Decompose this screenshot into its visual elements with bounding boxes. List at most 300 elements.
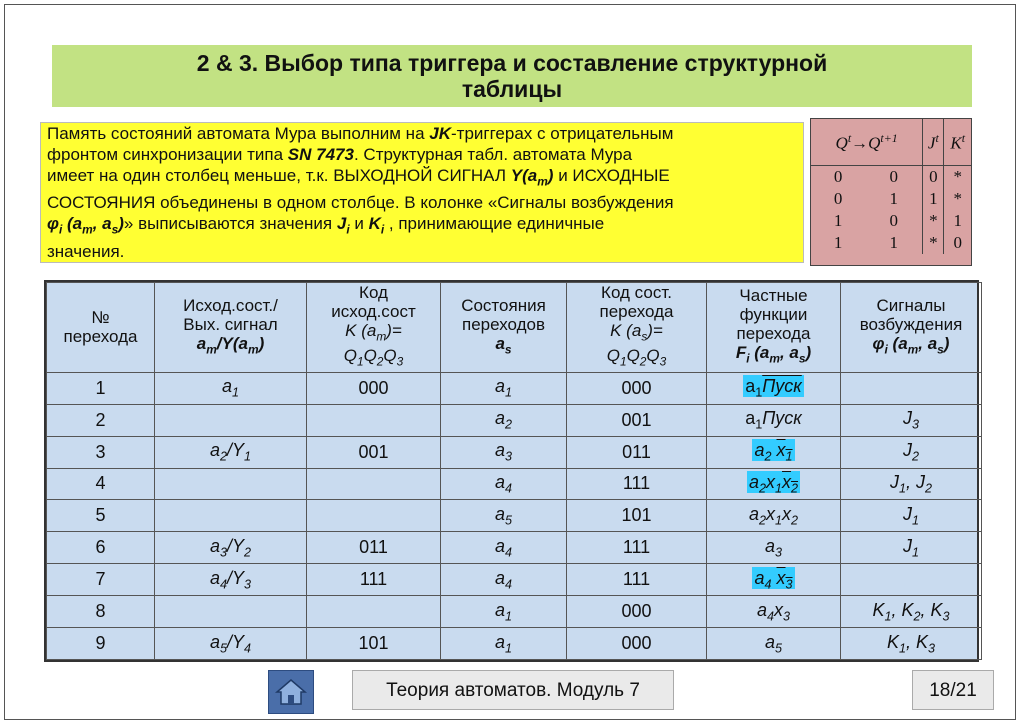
cell-sub: 2 bbox=[913, 609, 921, 624]
cell-function bbox=[707, 436, 841, 468]
header-sub: m bbox=[769, 351, 780, 366]
cell-text: , J bbox=[905, 472, 925, 493]
title-line-1: 2 & 3. Выбор типа триггера и составление структурной bbox=[196, 50, 828, 76]
note-text: ) bbox=[547, 166, 554, 185]
cell-number: 1 bbox=[47, 372, 155, 404]
header-text: Код bbox=[359, 283, 388, 302]
note-text: -триггерах с отрицательным bbox=[451, 124, 674, 143]
note-phi bbox=[47, 214, 124, 237]
cell-target-code: 000 bbox=[567, 596, 707, 628]
cell-text: x bbox=[766, 472, 775, 493]
header-text: перехода bbox=[736, 324, 811, 344]
cell-signal bbox=[841, 436, 982, 468]
cell-source bbox=[155, 532, 307, 564]
header-sub: s bbox=[798, 351, 806, 366]
cell-text: a bbox=[209, 535, 220, 556]
header-text: Сигналы bbox=[876, 295, 946, 315]
header-text: Q bbox=[383, 346, 397, 366]
header-text: K (a bbox=[345, 321, 377, 340]
cell-sub: 4 bbox=[244, 641, 252, 656]
header-sub: s bbox=[641, 329, 648, 344]
col-header-signals bbox=[841, 283, 982, 373]
cell-text: a bbox=[494, 472, 505, 493]
cell-sub: 4 bbox=[219, 577, 227, 592]
header-text: Q bbox=[343, 346, 357, 366]
cell-target-code: 111 bbox=[567, 532, 707, 564]
header-text: Код сост. bbox=[601, 283, 672, 302]
jk-cell: 0 bbox=[889, 211, 899, 230]
cell-text: a bbox=[764, 535, 775, 556]
cell-text: a bbox=[494, 376, 505, 397]
cell-text: x bbox=[774, 599, 783, 620]
cell-text: x bbox=[782, 472, 792, 493]
cell-source bbox=[155, 596, 307, 628]
cell-sub: 3 bbox=[244, 577, 252, 592]
overline-term bbox=[776, 567, 793, 592]
header-formula bbox=[709, 343, 838, 368]
cell-sub: 2 bbox=[505, 417, 513, 432]
cell-number: 9 bbox=[47, 628, 155, 660]
cell-source-code: 111 bbox=[307, 564, 441, 596]
table-row bbox=[47, 404, 982, 436]
cell-sub: 3 bbox=[783, 609, 791, 624]
jk-transition-table bbox=[810, 118, 972, 266]
cell-text: a bbox=[209, 567, 220, 588]
header-sub: s bbox=[504, 342, 512, 357]
cell-sub: 1 bbox=[505, 641, 513, 656]
header-text: Q bbox=[626, 346, 640, 366]
note-text: Память состояний автомата Мура выполним на bbox=[47, 124, 430, 143]
highlight bbox=[747, 471, 800, 496]
note-ki bbox=[368, 214, 385, 237]
jk-cell: * bbox=[923, 210, 944, 232]
note-text: и ИСХОДНЫЕ bbox=[553, 166, 670, 185]
cell-text: a bbox=[754, 567, 765, 588]
col-header-number bbox=[47, 283, 155, 373]
header-text: , a bbox=[918, 333, 938, 353]
arrow-right-icon: → bbox=[851, 133, 869, 153]
header-sub: m bbox=[376, 329, 387, 344]
cell-sub: 3 bbox=[219, 545, 227, 560]
jk-row bbox=[811, 210, 971, 232]
cell-target-code: 000 bbox=[567, 628, 707, 660]
cell-signal bbox=[841, 596, 982, 628]
note-sub: s bbox=[111, 222, 119, 237]
note-text: фронтом синхронизации типа bbox=[47, 145, 288, 164]
page-number: 18/21 bbox=[912, 670, 994, 710]
cell-text: J bbox=[889, 472, 899, 493]
cell-function bbox=[707, 564, 841, 596]
title-line-2: таблицы bbox=[461, 76, 563, 102]
cell-sub: 3 bbox=[775, 545, 783, 560]
cell-source bbox=[155, 404, 307, 436]
header-text: K (a bbox=[610, 321, 642, 340]
cell-sub: 2 bbox=[791, 481, 799, 496]
jk-cell: * bbox=[923, 232, 944, 254]
header-text: перехода bbox=[63, 327, 138, 347]
col-header-target-code bbox=[567, 283, 707, 373]
jk-cell: 0 bbox=[944, 232, 971, 254]
cell-number: 7 bbox=[47, 564, 155, 596]
cell-text: K bbox=[872, 599, 885, 620]
note-text: ) bbox=[118, 214, 124, 234]
cell-source bbox=[155, 500, 307, 532]
cell-text: J bbox=[902, 440, 912, 461]
header-sub: m bbox=[247, 342, 259, 357]
cell-source bbox=[155, 628, 307, 660]
note-output-signal bbox=[510, 166, 554, 189]
note-text: и bbox=[349, 214, 369, 234]
jk-cell: 1 bbox=[889, 189, 899, 208]
cell-text: a bbox=[764, 631, 775, 652]
cell-text: a bbox=[209, 440, 220, 461]
cell-target bbox=[441, 596, 567, 628]
cell-source-code: 011 bbox=[307, 532, 441, 564]
cell-sub: 1 bbox=[785, 449, 793, 464]
header-sub: 3 bbox=[396, 354, 404, 369]
table-row bbox=[47, 628, 982, 660]
header-text: ) bbox=[805, 343, 812, 363]
header-sub: 3 bbox=[659, 354, 667, 369]
cell-function bbox=[707, 372, 841, 404]
cell-source bbox=[155, 468, 307, 500]
cell-signal bbox=[841, 564, 982, 596]
jk-cell: 0 bbox=[833, 167, 843, 186]
header-text: возбуждения bbox=[859, 314, 963, 334]
jk-header-j bbox=[923, 119, 944, 166]
cell-text: J bbox=[902, 535, 912, 556]
home-icon bbox=[274, 677, 308, 707]
note-text: Y(a bbox=[510, 166, 538, 185]
cell-sub: 5 bbox=[775, 641, 783, 656]
cell-function bbox=[707, 500, 841, 532]
header-text: Q bbox=[363, 346, 377, 366]
jk-cell: * bbox=[944, 188, 971, 210]
header-text: Состояния bbox=[461, 295, 546, 315]
cell-source-code: 000 bbox=[307, 372, 441, 404]
cell-signal bbox=[841, 404, 982, 436]
note-jk-term: JK bbox=[429, 124, 451, 143]
cell-sub: 4 bbox=[766, 609, 774, 624]
cell-number: 5 bbox=[47, 500, 155, 532]
jk-row bbox=[811, 188, 971, 210]
cell-text: a bbox=[748, 504, 759, 525]
note-text: φ bbox=[47, 214, 59, 234]
note-sub: m bbox=[537, 174, 548, 189]
table-row bbox=[47, 468, 982, 500]
note-text: . Структурная табл. автомата Мура bbox=[353, 145, 633, 164]
cell-sub: 1 bbox=[775, 513, 783, 528]
cell-sub: 3 bbox=[911, 417, 919, 432]
cell-sub: 2 bbox=[791, 513, 799, 528]
cell-sub: 3 bbox=[942, 609, 950, 624]
header-sub: i bbox=[884, 342, 888, 357]
cell-target-code: 011 bbox=[567, 436, 707, 468]
cell-target-code: 000 bbox=[567, 372, 707, 404]
cell-text: K bbox=[886, 631, 899, 652]
cell-text: a bbox=[494, 504, 505, 525]
header-formula bbox=[309, 321, 438, 346]
cell-sub: 1 bbox=[232, 386, 240, 401]
note-text: » выписываются значения bbox=[123, 214, 337, 234]
cell-target bbox=[441, 468, 567, 500]
jk-sup: t bbox=[961, 130, 966, 145]
header-sub: i bbox=[746, 351, 750, 366]
cell-source bbox=[155, 436, 307, 468]
header-text: Q bbox=[606, 346, 620, 366]
cell-source bbox=[155, 564, 307, 596]
header-text: исход.сост bbox=[331, 302, 416, 321]
cell-function bbox=[707, 532, 841, 564]
table-row bbox=[47, 372, 982, 404]
cell-number: 4 bbox=[47, 468, 155, 500]
cell-sub: 2 bbox=[219, 449, 227, 464]
cell-text: x bbox=[782, 504, 792, 525]
jk-cell: 1 bbox=[833, 211, 843, 230]
note-line-6: значения. bbox=[47, 241, 125, 261]
cell-sub: 1 bbox=[898, 641, 906, 656]
cell-function bbox=[707, 628, 841, 660]
jk-cell: 0 bbox=[833, 189, 843, 208]
cell-text: a bbox=[221, 376, 232, 397]
cell-sub: 1 bbox=[244, 449, 252, 464]
jk-q: Q bbox=[868, 133, 881, 153]
header-text: перехода bbox=[599, 302, 674, 321]
header-sub: s bbox=[937, 342, 944, 357]
table-row bbox=[47, 500, 982, 532]
cell-target bbox=[441, 404, 567, 436]
header-sub: 2 bbox=[376, 354, 384, 369]
header-text: φ bbox=[872, 333, 885, 353]
header-text: (a bbox=[749, 343, 770, 363]
slide-title bbox=[52, 45, 972, 107]
cell-target bbox=[441, 500, 567, 532]
header-text: Частные bbox=[739, 286, 808, 306]
cell-target bbox=[441, 532, 567, 564]
cell-number: 2 bbox=[47, 404, 155, 436]
cell-target-code: 001 bbox=[567, 404, 707, 436]
cell-target-code: 111 bbox=[567, 564, 707, 596]
highlight bbox=[743, 375, 804, 401]
cell-text: Пуск bbox=[762, 376, 802, 397]
overline-term bbox=[782, 472, 799, 496]
cell-text: a bbox=[494, 440, 505, 461]
cell-function bbox=[707, 468, 841, 500]
cell-sub: 4 bbox=[505, 545, 513, 560]
cell-signal bbox=[841, 532, 982, 564]
header-text: Исход.сост./ bbox=[183, 295, 278, 315]
note-chip-name: SN 7473 bbox=[287, 145, 354, 164]
cell-text: a bbox=[209, 631, 220, 652]
structure-table bbox=[44, 280, 979, 662]
cell-function bbox=[707, 596, 841, 628]
cell-text: , K bbox=[920, 599, 943, 620]
cell-sub: 1 bbox=[911, 513, 919, 528]
cell-sub: 2 bbox=[911, 449, 919, 464]
note-text: J bbox=[336, 214, 347, 234]
overline-term bbox=[776, 440, 793, 464]
cell-text: Пуск bbox=[762, 408, 802, 429]
note-line-5 bbox=[47, 213, 797, 240]
cell-sub: 3 bbox=[928, 641, 936, 656]
header-text: )= bbox=[386, 321, 402, 340]
header-formula bbox=[309, 346, 438, 371]
cell-sub: 4 bbox=[505, 577, 513, 592]
cell-source-code bbox=[307, 596, 441, 628]
jk-cell: 1 bbox=[833, 233, 843, 252]
cell-source bbox=[155, 372, 307, 404]
cell-source-code bbox=[307, 404, 441, 436]
cell-source-code: 101 bbox=[307, 628, 441, 660]
cell-target bbox=[441, 372, 567, 404]
jk-row bbox=[811, 166, 971, 189]
header-text: ) bbox=[258, 333, 265, 353]
cell-target-code: 111 bbox=[567, 468, 707, 500]
note-line-3 bbox=[47, 165, 797, 192]
cell-function bbox=[707, 404, 841, 436]
header-sub: 1 bbox=[356, 354, 364, 369]
cell-sub: 1 bbox=[755, 417, 763, 432]
cell-text: a bbox=[494, 408, 505, 429]
header-sub: 2 bbox=[639, 354, 647, 369]
header-text: /Y(a bbox=[216, 333, 248, 353]
header-formula bbox=[157, 334, 304, 359]
table-header-row bbox=[47, 283, 982, 373]
cell-text: x bbox=[776, 440, 786, 461]
cell-sub: 1 bbox=[911, 545, 919, 560]
jk-cell: 1 bbox=[923, 188, 944, 210]
table-row bbox=[47, 564, 982, 596]
cell-sub: 2 bbox=[758, 481, 766, 496]
jk-sup: t+1 bbox=[880, 130, 898, 145]
header-text: переходов bbox=[462, 314, 545, 334]
highlight bbox=[752, 567, 794, 592]
cell-text: a bbox=[494, 535, 505, 556]
header-formula bbox=[569, 346, 704, 371]
col-header-functions bbox=[707, 283, 841, 373]
note-sub: m bbox=[82, 222, 93, 237]
cell-number: 6 bbox=[47, 532, 155, 564]
cell-sub: 2 bbox=[764, 449, 772, 464]
cell-sub: 1 bbox=[884, 609, 892, 624]
cell-text: , K bbox=[891, 599, 914, 620]
cell-sub: 4 bbox=[505, 481, 513, 496]
header-text: Вых. сигнал bbox=[183, 314, 278, 334]
cell-text: a bbox=[748, 472, 759, 493]
cell-text: a bbox=[494, 567, 505, 588]
header-text: a bbox=[196, 333, 207, 353]
cell-text: J bbox=[902, 504, 912, 525]
cell-text: a bbox=[494, 599, 505, 620]
header-text: Q bbox=[646, 346, 660, 366]
header-text: функции bbox=[739, 305, 808, 325]
jk-cell: 0 bbox=[923, 166, 944, 189]
cell-text: a bbox=[756, 599, 767, 620]
cell-sub: 2 bbox=[758, 513, 766, 528]
cell-source-code: 001 bbox=[307, 436, 441, 468]
jk-q: Q bbox=[835, 133, 848, 153]
header-text: (a bbox=[887, 333, 908, 353]
jk-header-transition bbox=[811, 119, 923, 166]
cell-sub: 3 bbox=[785, 577, 793, 592]
cell-signal bbox=[841, 500, 982, 532]
header-text: F bbox=[735, 343, 747, 363]
jk-cell: 0 bbox=[889, 167, 899, 186]
note-text: K bbox=[368, 214, 381, 234]
cell-target-code: 101 bbox=[567, 500, 707, 532]
cell-sub: 1 bbox=[898, 481, 906, 496]
note-text: (a bbox=[62, 214, 83, 234]
jk-cell: 1 bbox=[944, 210, 971, 232]
highlight bbox=[752, 439, 794, 464]
cell-number: 8 bbox=[47, 596, 155, 628]
header-sub: m bbox=[907, 342, 919, 357]
cell-sub: 1 bbox=[505, 609, 513, 624]
table-row bbox=[47, 532, 982, 564]
cell-sub: 1 bbox=[775, 481, 783, 496]
cell-text: x bbox=[766, 504, 775, 525]
cell-signal bbox=[841, 468, 982, 500]
table-row bbox=[47, 436, 982, 468]
col-header-source-code bbox=[307, 283, 441, 373]
cell-text: a bbox=[754, 440, 765, 461]
table-row bbox=[47, 596, 982, 628]
cell-text: J bbox=[902, 408, 912, 429]
header-text: a bbox=[495, 333, 505, 353]
cell-sub: 5 bbox=[219, 641, 227, 656]
jk-k: K bbox=[950, 133, 962, 153]
cell-signal bbox=[841, 628, 982, 660]
header-text: ) bbox=[943, 333, 950, 353]
note-line-1 bbox=[47, 123, 797, 144]
cell-sub: 1 bbox=[755, 386, 763, 401]
cell-sub: 4 bbox=[764, 577, 772, 592]
jk-cell: * bbox=[944, 166, 971, 189]
cell-signal bbox=[841, 372, 982, 404]
cell-number: 3 bbox=[47, 436, 155, 468]
jk-j: J bbox=[927, 133, 936, 153]
cell-target bbox=[441, 628, 567, 660]
header-sub: m bbox=[206, 342, 217, 357]
cell-sub: 2 bbox=[925, 481, 933, 496]
note-sub: i bbox=[58, 222, 63, 237]
cell-text: a bbox=[745, 408, 756, 429]
cell-sub: 5 bbox=[505, 513, 513, 528]
header-text: , a bbox=[779, 343, 799, 363]
header-formula bbox=[443, 334, 564, 359]
note-line-2 bbox=[47, 144, 797, 165]
header-formula bbox=[569, 321, 704, 346]
cell-text: /Y bbox=[227, 631, 245, 652]
cell-target bbox=[441, 564, 567, 596]
cell-sub: 2 bbox=[244, 545, 252, 560]
note-line-4: СОСТОЯНИЯ объединены в одном столбце. В колонке «Сигналы возбуждения bbox=[47, 193, 674, 213]
col-header-source bbox=[155, 283, 307, 373]
note-text: , a bbox=[92, 214, 112, 234]
cell-text: /Y bbox=[227, 567, 245, 588]
note-text: имеет на один столбец меньше, т.к. ВЫХОДНОЙ СИГНАЛ bbox=[47, 166, 511, 185]
jk-sup: t bbox=[935, 130, 939, 145]
home-button[interactable] bbox=[268, 670, 314, 714]
note-text: , принимающие единичные bbox=[384, 214, 605, 234]
note-sub: i bbox=[346, 222, 350, 237]
cell-source-code bbox=[307, 468, 441, 500]
cell-text: x bbox=[776, 567, 786, 588]
header-sub: 1 bbox=[619, 354, 627, 369]
note-sub: i bbox=[380, 222, 385, 237]
note-ji bbox=[336, 214, 350, 237]
jk-row bbox=[811, 232, 971, 254]
